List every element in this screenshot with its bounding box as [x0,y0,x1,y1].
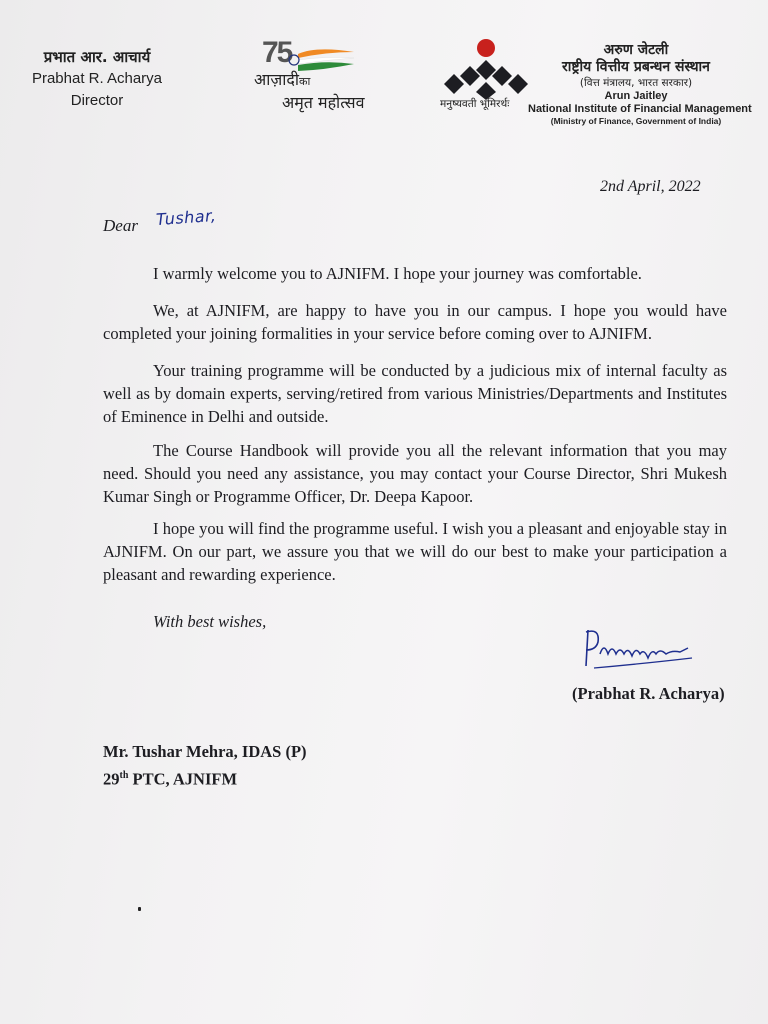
institute-name-english-2: National Institute of Financial Management [528,103,752,115]
paragraph-5: I hope you will find the programme useful. I wish you a pleasant and enjoyable stay in AJNIFM. On our part, we assure you that we will do our best to make your participation a pleasant and rewarding experience. [103,519,727,584]
chakra-icon [288,54,300,66]
institute-name-hindi-1: अरुण जेटली [603,42,669,58]
letter-date: 2nd April, 2022 [600,178,701,195]
institute-name-block [528,42,752,127]
institute-ministry-hindi: (वित्त मंत्रालय, भारत सरकार) [579,77,693,89]
paragraph-4: The Course Handbook will provide you all the relevant information that you may need. Should you need any assistance, you may contact your Course Director, Shri Mukesh Kumar Singh or Programme Officer, Dr. Deepa Kapoor. [103,441,727,506]
recipient-batch: 29th PTC, AJNIFM [103,769,238,789]
institute-name-english-1: Arun Jaitley [604,90,668,102]
salutation: Dear [103,216,138,235]
salutation-handwritten-name: Tushar, [155,205,217,230]
signature-icon [580,624,698,674]
institute-motto: मनुष्यवती भूमिरर्थः [440,98,510,110]
paragraph-3: Your training programme will be conducted by a judicious mix of internal faculty as well as by domain experts, serving/retired from various Ministries/Departments and Institutes of Eminence in Delhi and outside. [103,361,727,426]
director-name-hindi: प्रभात आर. आचार्य [43,48,151,66]
recipient-address [103,740,307,792]
logo-line1: आज़ादीका [254,70,311,89]
director-name: Prabhat R. Acharya [31,70,163,87]
director-title: Director [70,92,124,109]
recipient-name: Mr. Tushar Mehra, IDAS (P) [103,742,307,761]
paragraph-1: I warmly welcome you to AJNIFM. I hope your journey was comfortable. [153,264,642,283]
azadi-ka-amrit-mahotsav-logo [252,36,372,116]
closing: With best wishes, [153,612,267,631]
institute-name-hindi-2: राष्ट्रीय वित्तीय प्रबन्धन संस्थान [562,59,710,75]
ajnifm-emblem-icon [444,38,528,100]
director-block [22,46,172,112]
logo-75: 75 [262,36,292,69]
logo-line2: अमृत महोत्सव [282,93,365,112]
paragraph-2: We, at AJNIFM, are happy to have you in our campus. I hope you would have completed your joining formalities in your service before coming over to AJNIFM. [103,301,727,343]
signatory-name: (Prabhat R. Acharya) [572,684,725,703]
institute-ministry-english: (Ministry of Finance, Government of India) [550,116,722,126]
paper-speck [138,907,141,911]
